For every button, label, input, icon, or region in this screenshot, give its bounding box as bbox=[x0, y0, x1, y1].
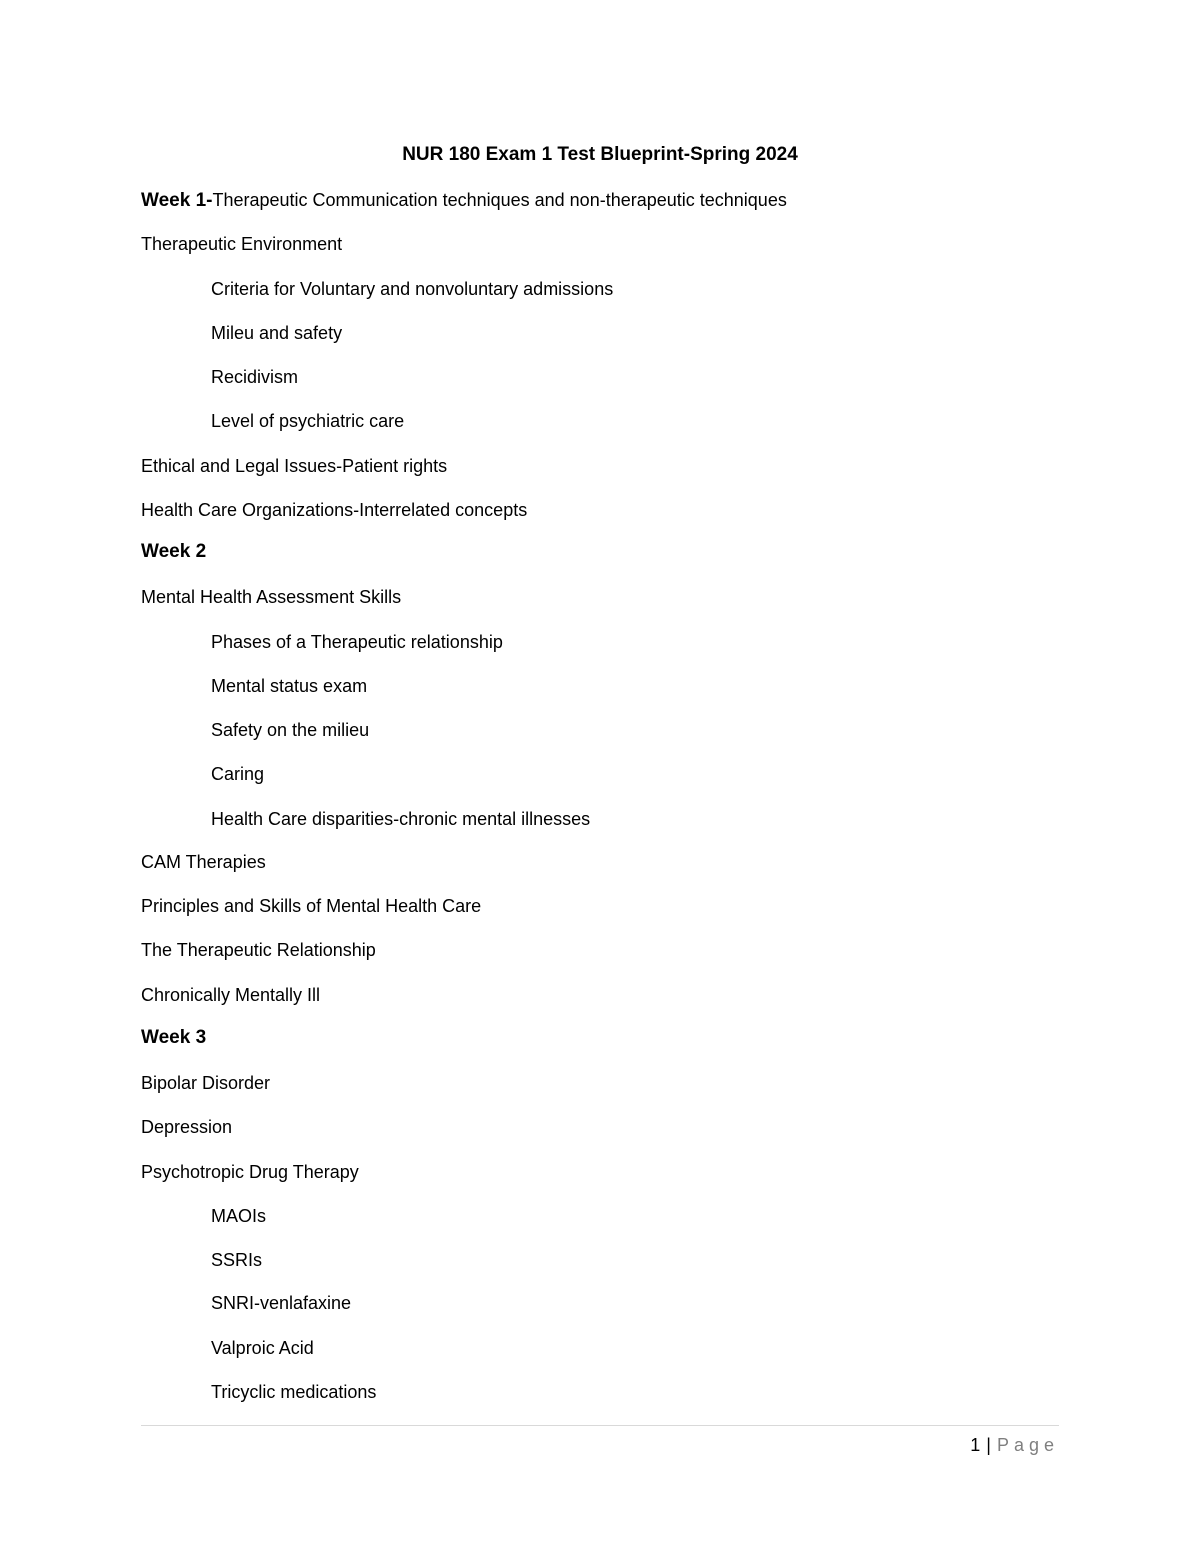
subtopic-safety-milieu: Safety on the milieu bbox=[211, 720, 370, 740]
subtopic-caring: Caring bbox=[211, 764, 265, 784]
subtopic-phases-relationship: Phases of a Therapeutic relationship bbox=[211, 632, 503, 652]
topic-health-care-organizations: Health Care Organizations-Interrelated concepts bbox=[141, 500, 528, 520]
page-footer bbox=[970, 1433, 1059, 1457]
week-1-heading bbox=[141, 188, 787, 213]
subtopic-recidivism: Recidivism bbox=[211, 367, 299, 387]
topic-ethical-legal: Ethical and Legal Issues-Patient rights bbox=[141, 456, 448, 476]
subtopic-ssris: SSRIs bbox=[211, 1250, 263, 1270]
week-3-heading: Week 3 bbox=[141, 1027, 207, 1048]
topic-therapeutic-relationship: The Therapeutic Relationship bbox=[141, 940, 376, 960]
topic-cam-therapies: CAM Therapies bbox=[141, 852, 266, 872]
footer-separator: | bbox=[986, 1435, 991, 1455]
document-title: NUR 180 Exam 1 Test Blueprint-Spring 2024 bbox=[402, 144, 798, 165]
subtopic-maois: MAOIs bbox=[211, 1206, 267, 1226]
subtopic-admissions: Criteria for Voluntary and nonvoluntary admissions bbox=[211, 279, 614, 299]
subtopic-level-of-care: Level of psychiatric care bbox=[211, 411, 405, 431]
topic-therapeutic-environment: Therapeutic Environment bbox=[141, 234, 343, 254]
page-label: Page bbox=[996, 1435, 1059, 1455]
topic-principles-skills: Principles and Skills of Mental Health Care bbox=[141, 896, 482, 916]
footer-divider bbox=[141, 1425, 1059, 1426]
subtopic-mileu-safety: Mileu and safety bbox=[211, 323, 343, 343]
week-2-heading: Week 2 bbox=[141, 541, 207, 562]
week-1-label: Week 1- bbox=[141, 190, 213, 211]
subtopic-mental-status-exam: Mental status exam bbox=[211, 676, 368, 696]
page-number: 1 bbox=[970, 1435, 981, 1455]
subtopic-snri: SNRI-venlafaxine bbox=[211, 1293, 352, 1313]
topic-psychotropic-drug-therapy: Psychotropic Drug Therapy bbox=[141, 1162, 359, 1182]
week-1-topic: Therapeutic Communication techniques and non-therapeutic techniques bbox=[212, 190, 787, 210]
topic-bipolar-disorder: Bipolar Disorder bbox=[141, 1073, 271, 1093]
topic-chronically-mentally-ill: Chronically Mentally Ill bbox=[141, 985, 321, 1005]
topic-depression: Depression bbox=[141, 1117, 233, 1137]
subtopic-disparities: Health Care disparities-chronic mental illnesses bbox=[211, 809, 591, 829]
subtopic-tricyclics: Tricyclic medications bbox=[211, 1382, 377, 1402]
subtopic-valproic-acid: Valproic Acid bbox=[211, 1338, 314, 1358]
topic-assessment-skills: Mental Health Assessment Skills bbox=[141, 587, 402, 607]
